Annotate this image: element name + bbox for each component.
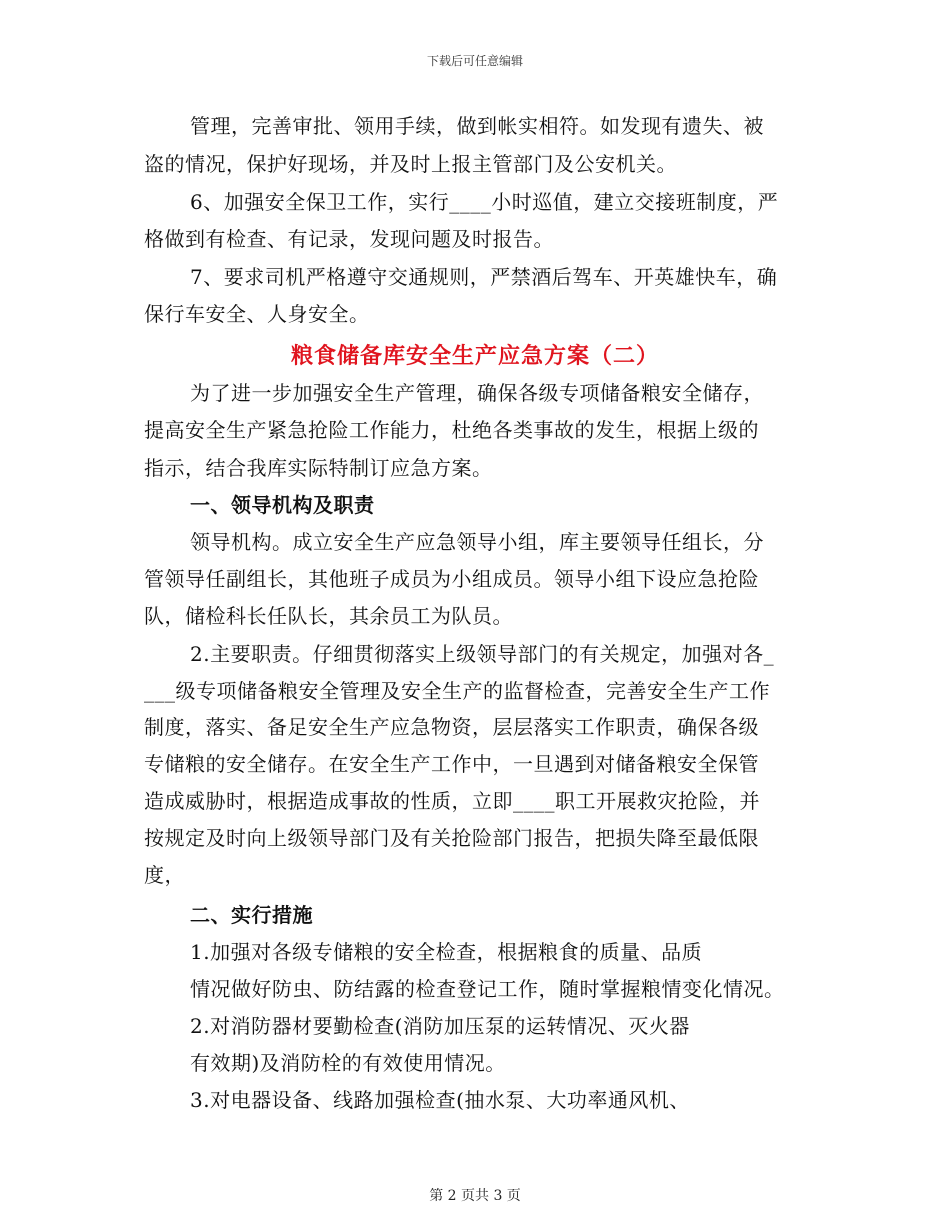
paragraph-line: 7、要求司机严格遵守交通规则，严禁酒后驾车、开英雄快车，确 <box>190 265 778 289</box>
paragraph-line: 按规定及时向上级领导部门及有关抢险部门报告，把损失降至最低限 <box>144 826 759 850</box>
paragraph-line: 领导机构。成立安全生产应急领导小组，库主要领导任组长，分 <box>190 530 764 554</box>
page-footer: 第 2 页共 3 页 <box>429 1188 521 1204</box>
paragraph-line: 2.主要职责。仔细贯彻落实上级领导部门的有关规定，加强对各_ <box>190 642 775 666</box>
paragraph-line: 造成威胁时，根据造成事故的性质，立即____职工开展救灾抢险，并 <box>144 789 760 813</box>
paragraph-line: 格做到有检查、有记录，发现问题及时报告。 <box>144 227 554 251</box>
paragraph-line: 1.加强对各级专储粮的安全检查，根据粮食的质量、品质 <box>190 940 703 964</box>
paragraph-line: 队，储检科长任队长，其余员工为队员。 <box>144 604 513 628</box>
paragraph-line: 专储粮的安全储存。在安全生产工作中，一旦遇到对储备粮安全保管 <box>144 752 759 776</box>
paragraph-line: ___级专项储备粮安全管理及安全生产的监督检查，完善安全生产工作 <box>144 679 770 703</box>
paragraph-line: 制度，落实、备足安全生产应急物资，层层落实工作职责，确保各级 <box>144 715 759 739</box>
paragraph-line: 管领导任副组长，其他班子成员为小组成员。领导小组下设应急抢险 <box>144 567 759 591</box>
section-title: 粮食储备库安全生产应急方案（二） <box>290 343 659 369</box>
paragraph-line: 有效期)及消防栓的有效使用情况。 <box>190 1051 506 1075</box>
paragraph-line: 保行车安全、人身安全。 <box>144 302 370 326</box>
paragraph-line: 2.对消防器材要勤检查(消防加压泵的运转情况、灭火器 <box>190 1014 690 1038</box>
paragraph-line: 盗的情况，保护好现场，并及时上报主管部门及公安机关。 <box>144 152 677 176</box>
heading-leadership: 一、领导机构及职责 <box>190 493 375 517</box>
paragraph-line: 3.对电器设备、线路加强检查(抽水泵、大功率通风机、 <box>190 1088 690 1112</box>
page-header: 下载后可任意编辑 <box>426 54 523 68</box>
paragraph-line: 提高安全生产紧急抢险工作能力，杜绝各类事故的发生，根据上级的 <box>144 418 759 442</box>
heading-measures: 二、实行措施 <box>190 903 313 927</box>
paragraph-line: 6、加强安全保卫工作，实行____小时巡值，建立交接班制度，严 <box>190 190 779 214</box>
paragraph-line: 度， <box>144 863 185 887</box>
paragraph-line: 情况做好防虫、防结露的检查登记工作，随时掌握粮情变化情况。 <box>190 977 785 1001</box>
paragraph-line: 指示，结合我库实际特制订应急方案。 <box>144 456 493 480</box>
paragraph-line: 为了进一步加强安全生产管理，确保各级专项储备粮安全储存， <box>190 381 764 405</box>
paragraph-line: 管理，完善审批、领用手续，做到帐实相符。如发现有遗失、被 <box>190 114 764 138</box>
